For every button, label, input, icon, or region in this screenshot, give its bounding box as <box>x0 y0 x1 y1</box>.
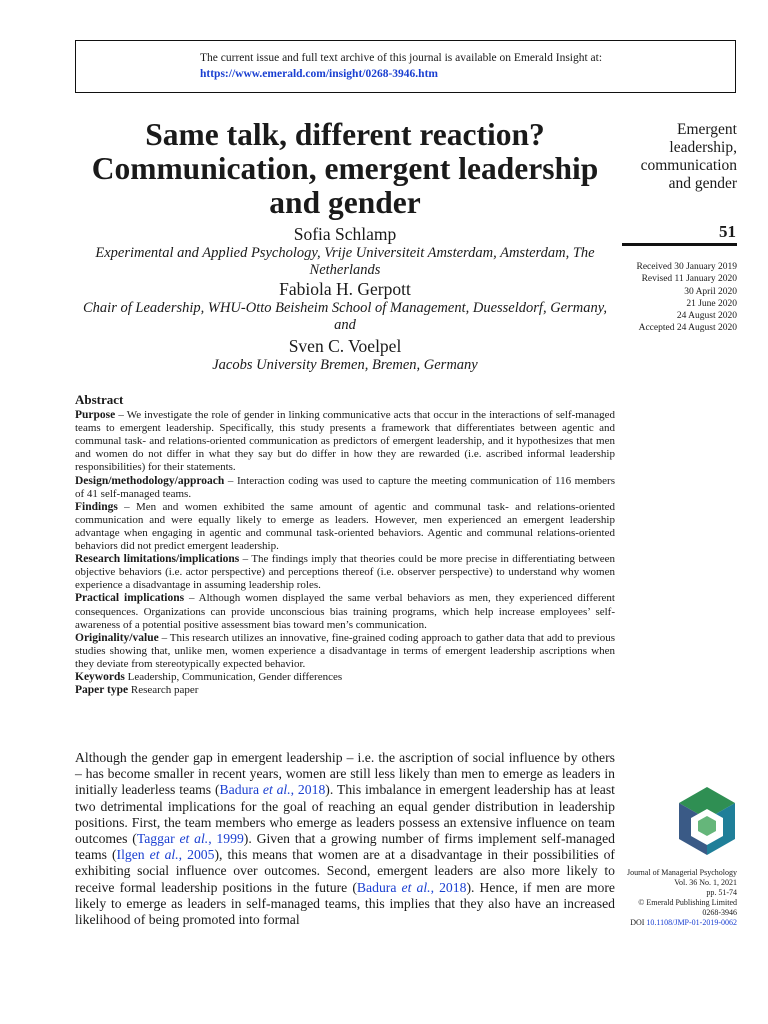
article-title: Same talk, different reaction? Communication, emergent leadership and gender <box>91 117 599 220</box>
date-revised: 30 April 2020 <box>684 286 737 297</box>
journal-pages: pp. 51-74 <box>706 888 737 897</box>
date-accepted: Accepted 24 August 2020 <box>638 323 737 334</box>
date-revised: 21 June 2020 <box>686 298 737 309</box>
history-dates <box>636 261 737 335</box>
author-affiliation: Jacobs University Bremen, Bremen, Germany <box>212 357 478 373</box>
journal-info <box>627 868 737 928</box>
margin-rule <box>622 243 737 246</box>
access-box <box>75 40 736 93</box>
journal-doi: DOI 10.1108/JMP-01-2019-0062 <box>630 918 737 927</box>
abstract-originality: Originality/value – This research utilizes an innovative, fine-grained coding approach to gather data that add to previous studies showing that, unlike men, women experience a disadvantage in terms of emergent leadership ascriptions when they deviate from stereotypically expected behavior. <box>75 631 615 670</box>
journal-name: Journal of Managerial Psychology <box>627 868 737 877</box>
citation-link[interactable]: Badura et al., 2018 <box>219 782 326 798</box>
abstract-limitations: Research limitations/implications – The findings imply that theories could be more precise in differentiating between objective behaviors (i.e. actor perspective) and perceptions thereof (i.e. observer perspective) to understand why women experience a disadvantage in assuming leadership roles. <box>75 553 616 592</box>
abstract-practical: Practical implications – Although women displayed the same verbal behaviors as men, they experienced different consequences. Organizations can provide unconscious bias training programs, which help increase employees’ self-awareness of a potential positive assessment bias toward men’s communication. <box>75 592 615 631</box>
page-number: 51 <box>719 222 736 241</box>
abstract-findings: Findings – Men and women exhibited the same amount of agentic and communal task- and relations-oriented communication and were equally likely to emerge as leaders. However, men experienced an emergent leadership advantage when engaging in agentic and communal task-oriented behaviors. Agentic and communal relations-oriented behaviors did not predict emergent leadership. <box>75 500 615 553</box>
crossmark-logo-icon[interactable] <box>676 785 738 857</box>
author-name: Fabiola H. Gerpott <box>279 279 411 299</box>
date-revised: 24 August 2020 <box>676 311 737 322</box>
author-name: Sofia Schlamp <box>293 224 397 244</box>
author-name: Sven C. Voelpel <box>288 336 402 356</box>
journal-issn: 0268-3946 <box>702 908 737 917</box>
abstract-design: Design/methodology/approach – Interaction coding was used to capture the meeting communication of 116 members of 41 self-managed teams. <box>75 474 615 500</box>
citation-link[interactable]: Badura et al., 2018 <box>356 879 467 895</box>
date-revised: Revised 11 January 2020 <box>641 274 737 285</box>
abstract-heading: Abstract <box>75 392 124 407</box>
paper-type: Paper type Research paper <box>75 684 199 697</box>
author-affiliation: Experimental and Applied Psychology, Vrije Universiteit Amsterdam, Amsterdam, The Netherlands <box>95 245 595 278</box>
journal-copyright: © Emerald Publishing Limited <box>638 898 737 907</box>
citation-link[interactable]: Taggar et al., 1999 <box>136 831 244 847</box>
keywords: Keywords Leadership, Communication, Gender differences <box>75 670 343 683</box>
abstract <box>75 393 615 697</box>
journal-url-link[interactable]: https://www.emerald.com/insight/0268-3946.htm <box>200 68 438 80</box>
body-paragraph: Although the gender gap in emergent leadership – i.e. the ascription of social influence by others – has become smaller in recent years, women are still less likely than men to emerge as leaders in initially leaderless teams (Badura et al., 2018). This imbalance in emergent leadership has at least two detrimental implications for the goal of reaching an equal gender distribution in leadership positions. First, the team members who emerge as leaders possess an extensive influence on team outcomes (Taggar et al., 1999). Given that a growing number of firms implement self-managed teams (Ilgen et al., 2005), this means that women are at a disadvantage in their possibilities of exhibiting social influence over outcomes. Second, emergent leaders are also more likely to receive formal leadership positions in the future (Badura et al., 2018). Hence, if men are more likely to emerge as leaders in self-managed teams, this implies that they also have an increased likelihood of being promoted into formal <box>75 750 615 928</box>
date-received: Received 30 January 2019 <box>636 262 737 272</box>
running-title: Emergent leadership, communication and gender <box>640 121 737 192</box>
abstract-purpose: Purpose – We investigate the role of gender in linking communicative acts that occur in the interactions of self-managed teams to emergent leadership. Specifically, this study presents a framework that differentiates between agentic and communal task- and relations-oriented communication as predictors of emergent leadership, and it hypothesizes that men and women do not differ in what they say but do differ in how they are rewarded (i.e. ascribed informal leadership responsibilities) for their statements. <box>75 409 615 474</box>
access-box-text: The current issue and full text archive of this journal is available on Emerald Insight at: <box>200 52 603 64</box>
citation-link[interactable]: Ilgen et al., 2005 <box>116 847 215 863</box>
journal-volume: Vol. 36 No. 1, 2021 <box>674 878 737 887</box>
doi-link[interactable]: 10.1108/JMP-01-2019-0062 <box>646 918 737 927</box>
author-affiliation: Chair of Leadership, WHU-Otto Beisheim School of Management, Duesseldorf, Germany, and <box>83 300 607 333</box>
